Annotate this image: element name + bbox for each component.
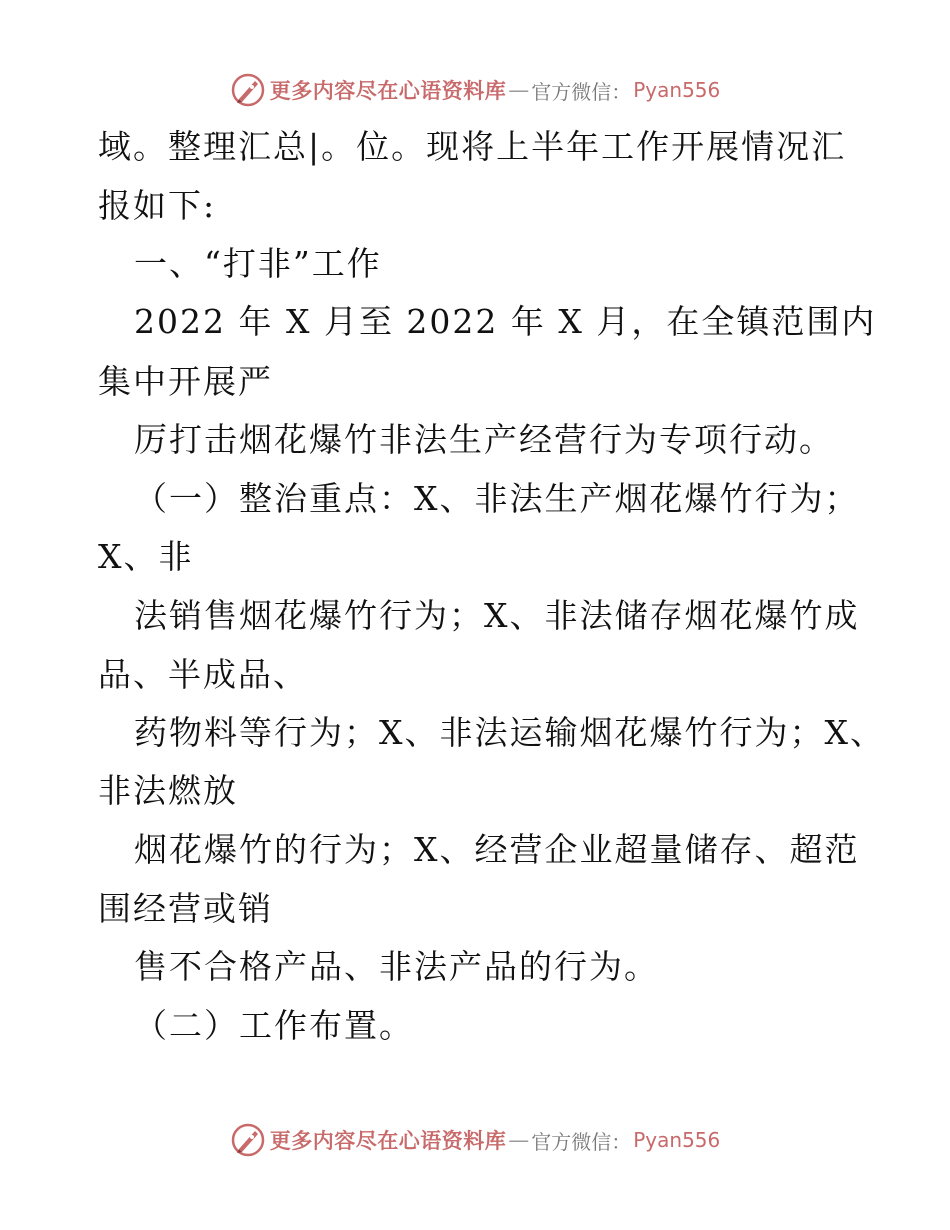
footer-watermark-banner: [0, 1120, 950, 1160]
text-line: 厉打击烟花爆竹非法生产经营行为专项行动。: [134, 420, 834, 459]
text-line: 药物料等行为；X、非法运输烟花爆竹行为；X、: [134, 713, 885, 752]
watermark-dash: —: [508, 1128, 530, 1152]
text-line: 品、半成品、: [98, 655, 308, 694]
text-line: 围经营或销: [98, 889, 273, 928]
watermark-site-text: 更多内容尽在心语资料库: [269, 1129, 507, 1153]
text-line: 报如下:: [98, 186, 217, 225]
watermark-wechat-handle: Pyan556: [633, 78, 721, 102]
text-line: 2022 年 X 月至 2022 年 X 月，在全镇范围内: [134, 302, 877, 341]
watermark-wechat-label: 官方微信：: [531, 1129, 632, 1154]
text-line: 非法燃放: [98, 771, 238, 810]
subsection-heading: （二）工作布置。: [134, 1006, 414, 1045]
watermark-dash: —: [508, 78, 530, 102]
quill-pen-logo-icon: [230, 72, 266, 108]
watermark-wechat-label: 官方微信：: [531, 79, 632, 104]
watermark-wechat-handle: Pyan556: [633, 1128, 721, 1152]
text-line: 法销售烟花爆竹行为；X、非法储存烟花爆竹成: [134, 596, 860, 635]
watermark-site-text: 更多内容尽在心语资料库: [269, 79, 507, 103]
text-line: 烟花爆竹的行为；X、经营企业超量储存、超范: [134, 830, 860, 869]
text-line: X、非: [98, 537, 194, 576]
quill-pen-logo-icon: [230, 1122, 266, 1158]
subsection-heading: （一）整治重点：X、非法生产烟花爆竹行为；: [134, 479, 860, 518]
text-line: 售不合格产品、非法产品的行为。: [134, 947, 659, 986]
text-line: 集中开展严: [98, 362, 273, 401]
header-watermark-banner: [0, 70, 950, 110]
text-line: 域。整理汇总|。位。现将上半年工作开展情况汇: [98, 127, 847, 166]
section-heading: 一、“打非”工作: [134, 244, 382, 283]
